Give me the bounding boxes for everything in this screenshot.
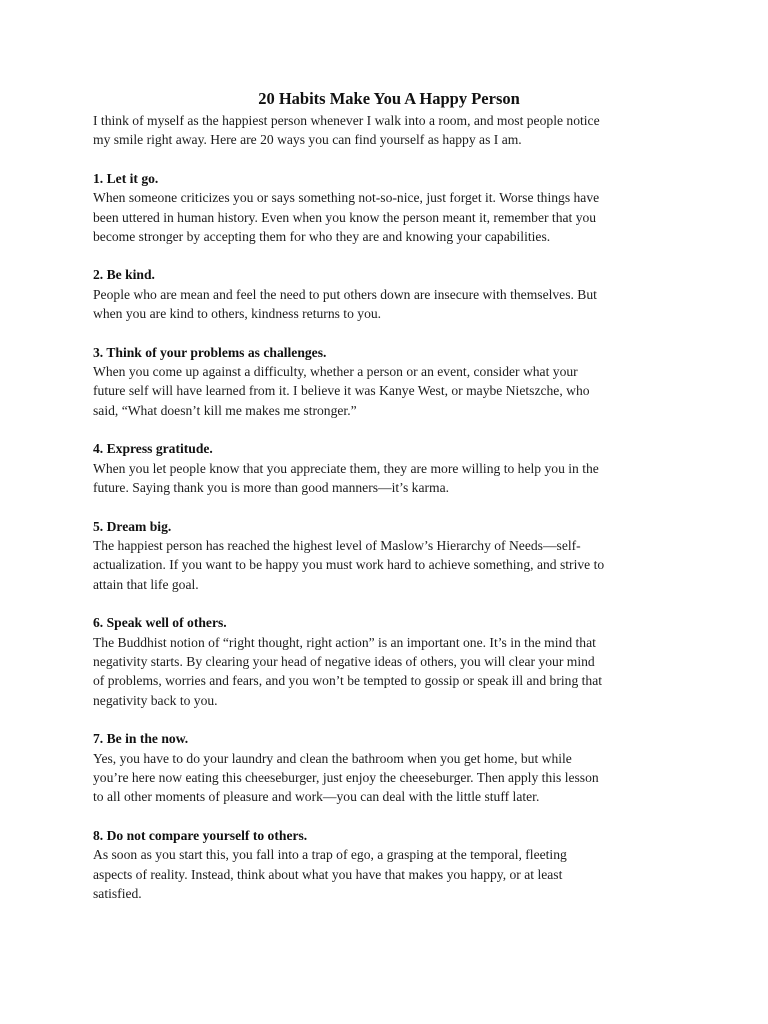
habit-body [93, 459, 685, 498]
document-body [93, 89, 685, 903]
intro-line: my smile right away. Here are 20 ways you can find yourself as happy as I am. [93, 132, 522, 148]
habit-section-1 [93, 169, 685, 247]
habit-body-line: of problems, worries and fears, and you won’t be tempted to gossip or speak ill and bring that [93, 673, 603, 689]
habit-body [93, 845, 685, 903]
habit-body-line: negativity starts. By clearing your head of negative ideas of others, you will clear your mind [93, 653, 595, 669]
habit-body [93, 285, 685, 324]
habit-body-line: The Buddhist notion of “right thought, right action” is an important one. It’s in the mind that [93, 634, 596, 650]
habit-body-line: When someone criticizes you or says something not-so-nice, just forget it. Worse things have [93, 190, 600, 206]
habit-body-line: satisfied. [93, 886, 142, 901]
habit-body [93, 749, 685, 807]
habit-body-line: People who are mean and feel the need to put others down are insecure with themselves. But [93, 286, 597, 302]
habit-body [93, 536, 685, 594]
habit-body-line: future self will have learned from it. I believe it was Kanye West, or maybe Nietszche, who [93, 383, 590, 399]
habit-heading: 7. Be in the now. [93, 731, 189, 747]
habit-section-3 [93, 343, 685, 421]
habit-section-2 [93, 265, 685, 323]
habit-body [93, 633, 685, 711]
habit-body-line: attain that life goal. [93, 576, 199, 592]
habit-section-4 [93, 439, 685, 497]
habit-body-line: said, “What doesn’t kill me makes me stronger.” [93, 402, 357, 418]
habit-section-7 [93, 729, 685, 807]
habit-body [93, 188, 685, 246]
habit-body-line: The happiest person has reached the highest level of Maslow’s Hierarchy of Needs—self- [93, 537, 581, 553]
habit-body-line: to all other moments of pleasure and work—you can deal with the little stuff later. [93, 789, 540, 805]
habit-heading: 8. Do not compare yourself to others. [93, 827, 308, 843]
habit-body-line: become stronger by accepting them for who they are and knowing your capabilities. [93, 229, 551, 245]
habit-body-line: When you come up against a difficulty, whether a person or an event, consider what your [93, 364, 578, 380]
habit-heading: 4. Express gratitude. [93, 441, 213, 457]
habit-body-line: future. Saying thank you is more than good manners—it’s karma. [93, 480, 450, 496]
habit-body-line: negativity back to you. [93, 692, 218, 708]
habit-heading: 1. Let it go. [93, 170, 159, 186]
habit-heading: 5. Dream big. [93, 518, 172, 534]
habit-body-line: you’re here now eating this cheeseburger, just enjoy the cheeseburger. Then apply this lesson [93, 769, 599, 785]
page-title: 20 Habits Make You A Happy Person [258, 89, 520, 108]
habit-body-line: been uttered in human history. Even when you know the person meant it, remember that you [93, 209, 597, 225]
habit-heading: 6. Speak well of others. [93, 615, 227, 631]
habit-section-8 [93, 826, 685, 904]
habit-heading: 2. Be kind. [93, 267, 155, 283]
intro-line: I think of myself as the happiest person whenever I walk into a room, and most people notice [93, 113, 600, 128]
habit-section-6 [93, 613, 685, 710]
habit-heading: 3. Think of your problems as challenges. [93, 344, 327, 360]
habit-body-line: when you are kind to others, kindness returns to you. [93, 306, 382, 322]
intro-paragraph [93, 111, 685, 150]
habit-body [93, 362, 685, 420]
habit-section-5 [93, 517, 685, 595]
habit-body-line: aspects of reality. Instead, think about what you have that makes you happy, or at least [93, 866, 563, 882]
habit-body-line: Yes, you have to do your laundry and clean the bathroom when you get home, but while [93, 750, 572, 766]
habit-body-line: As soon as you start this, you fall into a trap of ego, a grasping at the temporal, fleeting [93, 847, 567, 863]
habit-body-line: When you let people know that you appreciate them, they are more willing to help you in the [93, 460, 599, 476]
habit-body-line: actualization. If you want to be happy you must work hard to achieve something, and strive to [93, 557, 605, 573]
